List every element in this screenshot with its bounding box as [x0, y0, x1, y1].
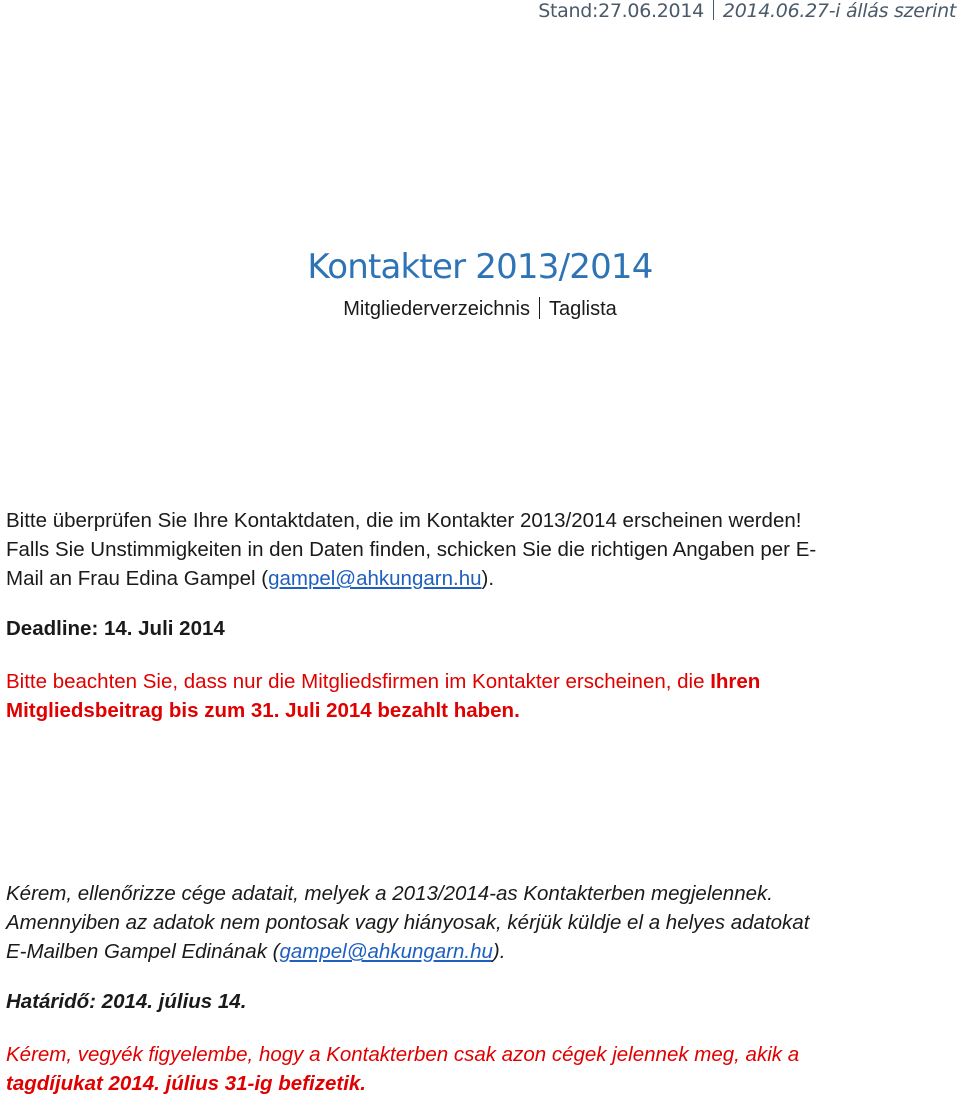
german-email-link[interactable]: gampel@ahkungarn.hu: [268, 567, 482, 590]
german-intro-line: Falls Sie Unstimmigkeiten in den Daten finden, schicken Sie die richtigen Angaben per E-: [6, 538, 817, 561]
german-intro-paragraph: [6, 506, 956, 593]
status-date-header: [538, 0, 956, 22]
page-title: Kontakter 2013/2014: [307, 247, 653, 287]
german-note-bold-line: Mitgliedsbeitrag bis zum 31. Juli 2014 bezahlt haben.: [6, 699, 520, 722]
header-separator: [713, 0, 714, 20]
german-intro-line: Bitte überprüfen Sie Ihre Kontaktdaten, die im Kontakter 2013/2014 erscheinen werden!: [6, 509, 802, 532]
hungarian-deadline: Határidő: 2014. július 14.: [6, 990, 247, 1013]
subtitle-hu: Taglista: [548, 298, 617, 320]
page-subtitle: [0, 297, 960, 321]
german-note-paragraph: [6, 667, 956, 725]
hungarian-intro-line: Amennyiben az adatok nem pontosak vagy hiányosak, kérjük küldje el a helyes adatokat: [6, 911, 810, 934]
subtitle-de: Mitgliederverzeichnis: [343, 298, 530, 320]
german-intro-line: [6, 564, 956, 593]
german-intro-text: Mail an Frau Edina Gampel (: [6, 567, 269, 590]
hungarian-intro-paragraph: [6, 879, 956, 966]
german-note-text: Bitte beachten Sie, dass nur die Mitgliedsfirmen im Kontakter erscheinen, die: [6, 670, 711, 693]
hungarian-note-paragraph: [6, 1040, 956, 1098]
status-date-de: Stand:27.06.2014: [538, 0, 704, 22]
hungarian-email-link[interactable]: gampel@ahkungarn.hu: [279, 940, 493, 963]
german-intro-text: ).: [481, 567, 495, 590]
subtitle-separator: [539, 297, 540, 319]
status-date-hu: 2014.06.27-i állás szerint: [722, 0, 956, 22]
hungarian-note-line: Kérem, vegyék figyelembe, hogy a Kontakterben csak azon cégek jelennek meg, akik a: [6, 1043, 800, 1066]
hungarian-intro-line: Kérem, ellenőrizze cége adatait, melyek a 2013/2014-as Kontakterben megjelennek.: [6, 882, 773, 905]
hungarian-intro-line: [6, 937, 956, 966]
hungarian-note-bold-line: tagdíjukat 2014. július 31-ig befizetik.: [6, 1072, 366, 1095]
german-note-line: [6, 667, 956, 696]
german-deadline: Deadline: 14. Juli 2014: [6, 617, 225, 640]
hungarian-intro-text: ).: [492, 940, 506, 963]
german-note-bold: Ihren: [710, 670, 761, 693]
hungarian-intro-text: E-Mailben Gampel Edinának (: [6, 940, 280, 963]
